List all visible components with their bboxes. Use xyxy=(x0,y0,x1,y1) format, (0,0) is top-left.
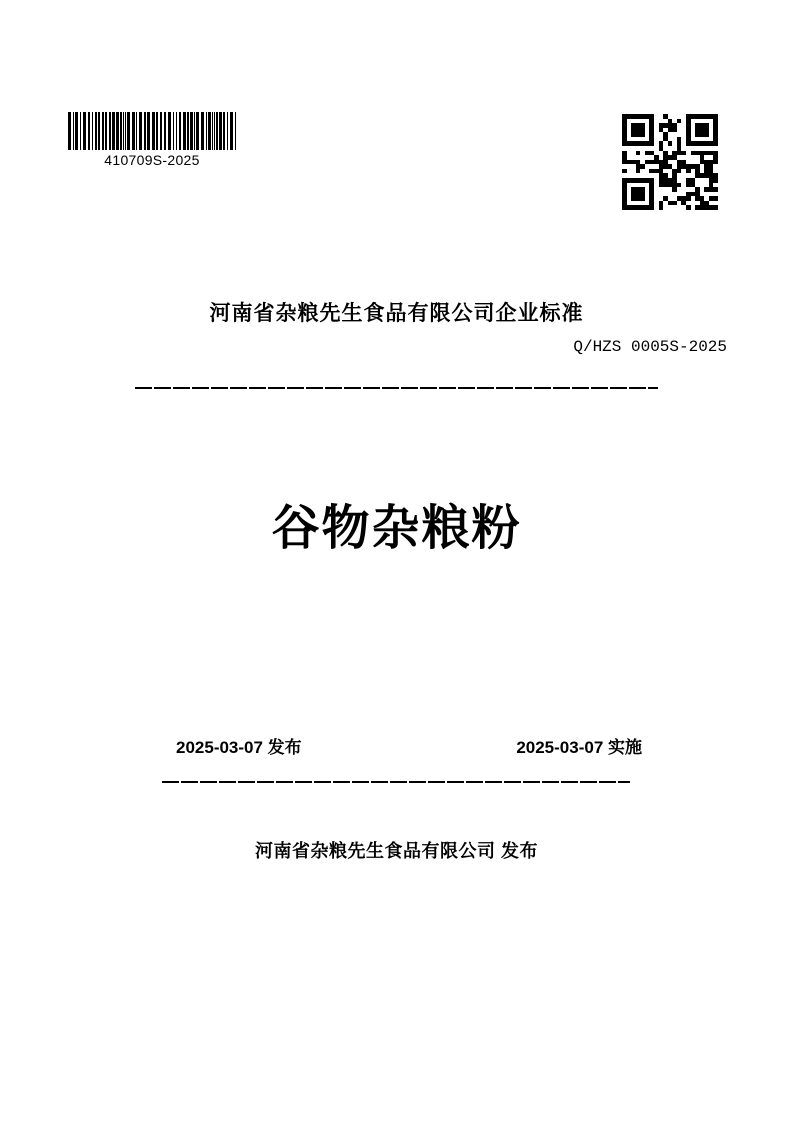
company-standard-heading: 河南省杂粮先生食品有限公司企业标准 xyxy=(209,302,584,325)
barcode-icon xyxy=(68,112,236,150)
implementation-date: 2025-03-07 实施 xyxy=(516,738,642,757)
dates-row xyxy=(176,733,642,758)
issue-date: 2025-03-07 发布 xyxy=(176,738,302,757)
publisher-line: 河南省杂粮先生食品有限公司 发布 xyxy=(255,841,538,861)
qr-code-icon xyxy=(622,114,718,210)
document-title: 谷物杂粮粉 xyxy=(271,502,522,555)
bottom-divider-line xyxy=(162,781,630,783)
top-divider-line xyxy=(135,387,658,389)
barcode-block xyxy=(68,112,236,168)
standard-number: Q/HZS 0005S-2025 xyxy=(573,338,727,356)
barcode-label: 410709S-2025 xyxy=(104,152,200,168)
